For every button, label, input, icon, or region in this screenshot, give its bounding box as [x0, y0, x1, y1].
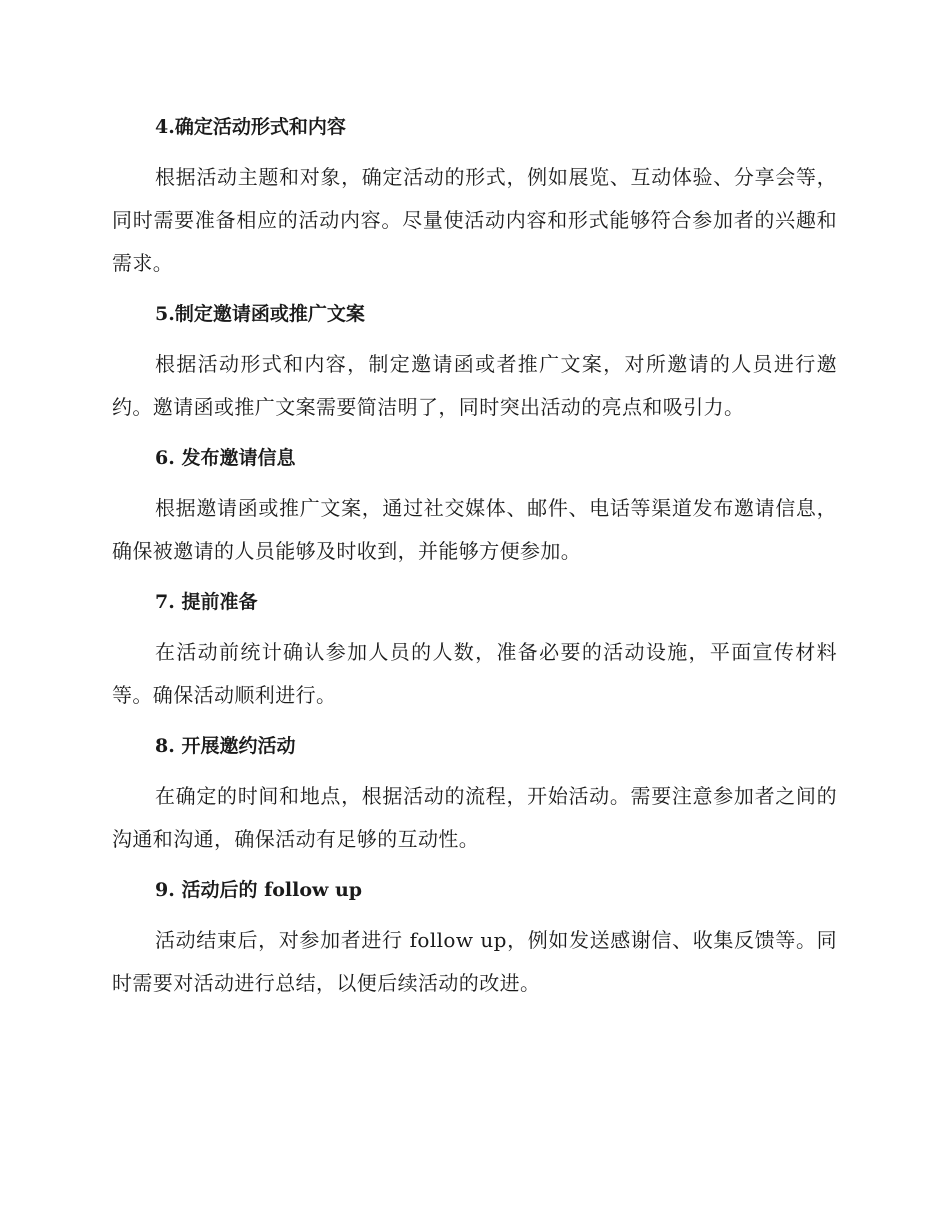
section-9 — [112, 871, 837, 1005]
section-heading: 6. 发布邀请信息 — [155, 447, 296, 469]
section-heading: 4.确定活动形式和内容 — [155, 116, 346, 138]
section-body: 活动结束后，对参加者进行 follow up，例如发送感谢信、收集反馈等。同时需要对活动进行总结，以便后续活动的改进。 — [112, 928, 837, 995]
section-heading: 7. 提前准备 — [155, 591, 258, 613]
section-7 — [112, 583, 837, 717]
section-heading: 8. 开展邀约活动 — [155, 735, 296, 757]
section-4 — [112, 108, 837, 285]
section-body: 根据活动主题和对象，确定活动的形式，例如展览、互动体验、分享会等，同时需要准备相应的活动内容。尽量使活动内容和形式能够符合参加者的兴趣和需求。 — [112, 165, 837, 275]
section-body: 根据活动形式和内容，制定邀请函或者推广文案，对所邀请的人员进行邀约。邀请函或推广文案需要简洁明了，同时突出活动的亮点和吸引力。 — [112, 352, 837, 419]
section-heading: 9. 活动后的 follow up — [155, 879, 363, 901]
section-5 — [112, 295, 837, 429]
section-body: 在确定的时间和地点，根据活动的流程，开始活动。需要注意参加者之间的沟通和沟通，确保活动有足够的互动性。 — [112, 784, 837, 851]
section-8 — [112, 727, 837, 861]
section-6 — [112, 439, 837, 573]
section-body: 在活动前统计确认参加人员的人数，准备必要的活动设施，平面宣传材料等。确保活动顺利进行。 — [112, 640, 837, 707]
section-heading: 5.制定邀请函或推广文案 — [155, 303, 365, 325]
section-body: 根据邀请函或推广文案，通过社交媒体、邮件、电话等渠道发布邀请信息，确保被邀请的人员能够及时收到，并能够方便参加。 — [112, 496, 837, 563]
